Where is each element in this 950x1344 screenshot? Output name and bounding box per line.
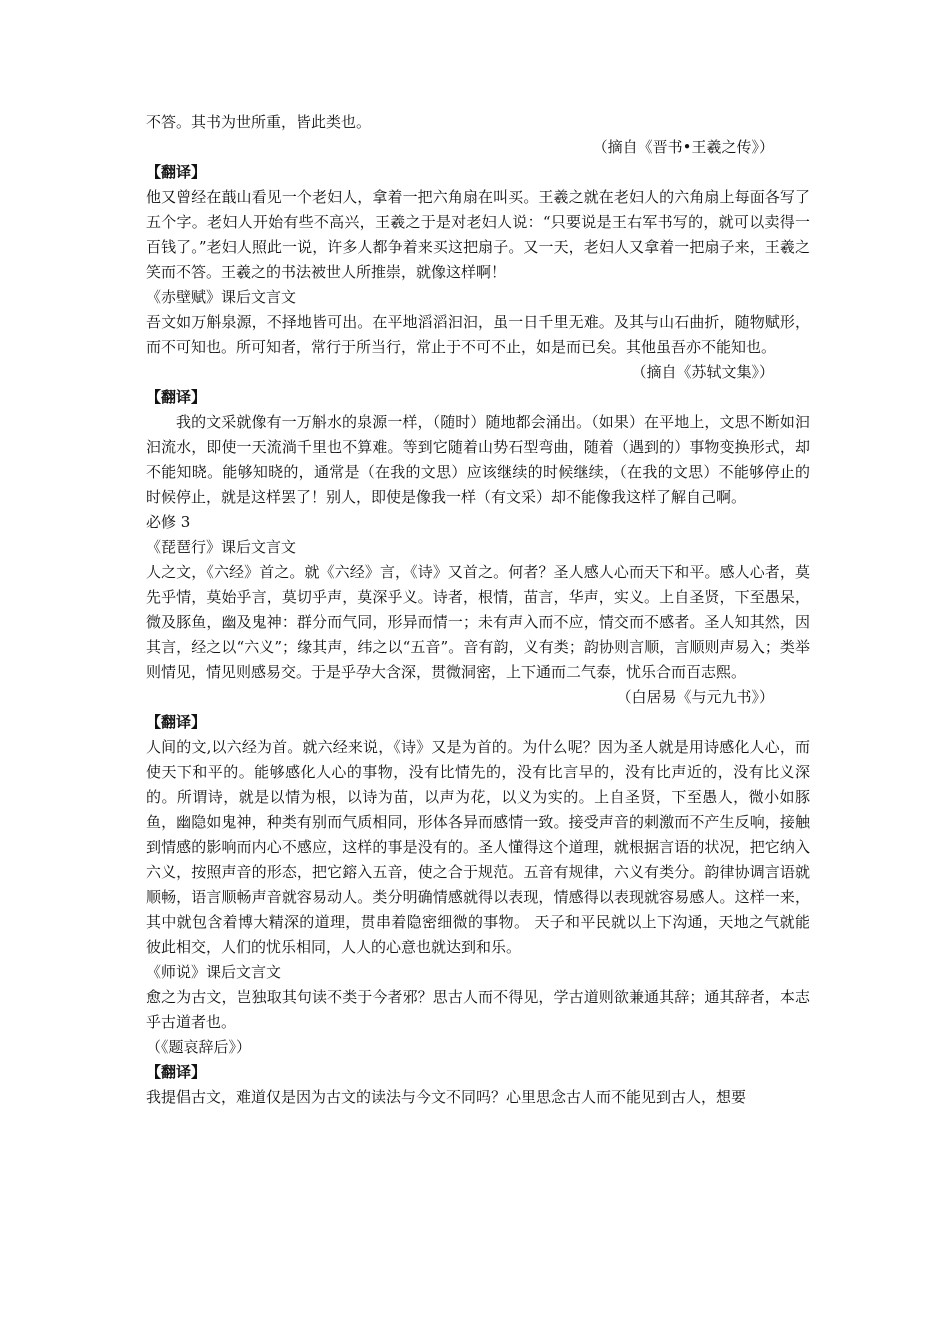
source-citation: （摘自《苏轼文集》） xyxy=(631,363,774,381)
translation-heading: 【翻译】 xyxy=(146,163,207,181)
paragraph: 不答。其书为世所重，皆此类也。 xyxy=(146,113,372,131)
translation-heading: 【翻译】 xyxy=(146,388,207,406)
section-title: 必修 3 xyxy=(146,513,191,531)
source-citation: （白居易《与元九书》） xyxy=(616,688,774,706)
section-title: 《师说》课后文言文 xyxy=(146,963,282,981)
section-title: 《赤壁赋》课后文言文 xyxy=(146,288,297,306)
section-title: 《琵琶行》课后文言文 xyxy=(146,538,297,556)
classical-text: 吾文如万斛泉源，不择地皆可出。在平地滔滔汩汩，虽一日千里无难。及其与山石曲折，随物赋形，而不可知也。所可知者，常行于所当行，常止于不可不止，如是而已矣。其他虽吾亦不能知也。 xyxy=(146,313,810,356)
classical-text: 愈之为古文，岂独取其句读不类于今者邪？思古人而不得见，学古道则欲兼通其辞；通其辞者，本志乎古道者也。 xyxy=(146,988,810,1031)
paragraph: 我提倡古文，难道仅是因为古文的读法与今文不同吗？心里思念古人而不能见到古人，想要 xyxy=(146,1088,747,1106)
source-citation: （摘自《晋书•王羲之传》） xyxy=(592,138,774,156)
document-page xyxy=(146,110,810,1110)
paragraph: 我的文采就像有一万斛水的泉源一样，（随时）随地都会涌出。（如果）在平地上，文思不断如汩汩流水，即使一天流淌千里也不算难。等到它随着山势石型弯曲，随着（遇到的）事物变换形式，却不能知晓。能够知晓的，通常是（在我的文思）应该继续的时候继续，（在我的文思）不能够停止的时候停止，就是这样罢了！别人，即使是像我一样（有文采）却不能像我这样了解自己啊。 xyxy=(146,413,810,506)
translation-heading: 【翻译】 xyxy=(146,713,207,731)
classical-text: 人之文，《六经》首之。就《六经》言，《诗》又首之。何者？圣人感人心而天下和平。感人心者，莫先乎情，莫始乎言，莫切乎声，莫深乎义。诗者，根情，苗言，华声，实义。上自圣贤，下至愚呆，微及豚鱼，幽及鬼神：群分而气同，形异而情一；未有声入而不应，情交而不感者。圣人知其然，因其言，经之以“六义”；缘其声，纬之以“五音”。音有韵，义有类；韵协则言顺，言顺则声易入；类举则情见，情见则感易交。于是乎孕大含深，贯微洞密，上下通而二气泰，忧乐合而百志熙。 xyxy=(146,563,810,681)
source-citation: （《题哀辞后》） xyxy=(146,1038,252,1056)
paragraph: 他又曾经在蕺山看见一个老妇人，拿着一把六角扇在叫买。王羲之就在老妇人的六角扇上每面各写了五个字。老妇人开始有些不高兴，王羲之于是对老妇人说：“只要说是王右军书写的，就可以卖得一百钱了。”老妇人照此一说，许多人都争着来买这把扇子。又一天，老妇人又拿着一把扇子来，王羲之笑而不答。王羲之的书法被世人所推崇，就像这样啊！ xyxy=(146,188,810,281)
paragraph: 人间的文,以六经为首。就六经来说，《诗》又是为首的。为什么呢？因为圣人就是用诗感化人心，而使天下和平的。能够感化人心的事物，没有比情先的，没有比言早的，没有比声近的，没有比义深的。所谓诗，就是以情为根，以诗为苗，以声为花，以义为实的。上自圣贤，下至愚人，微小如豚鱼，幽隐如鬼神，种类有别而气质相同，形体各异而感情一致。接受声音的刺激而不产生反响，接触到情感的影响而内心不感应，这样的事是没有的。圣人懂得这个道理，就根据言语的状况，把它纳入六义，按照声音的形态，把它鎔入五音，使之合于规范。五音有规律，六义有类分。韵律协调言语就顺畅，语言顺畅声音就容易动人。类分明确情感就得以表现，情感得以表现就容易感人。这样一来，其中就包含着博大精深的道理，贯串着隐密细微的事物。 天子和平民就以上下沟通，天地之气就能彼此相交，人们的忧乐相同，人人的心意也就达到和乐。 xyxy=(146,738,810,956)
translation-heading: 【翻译】 xyxy=(146,1063,207,1081)
